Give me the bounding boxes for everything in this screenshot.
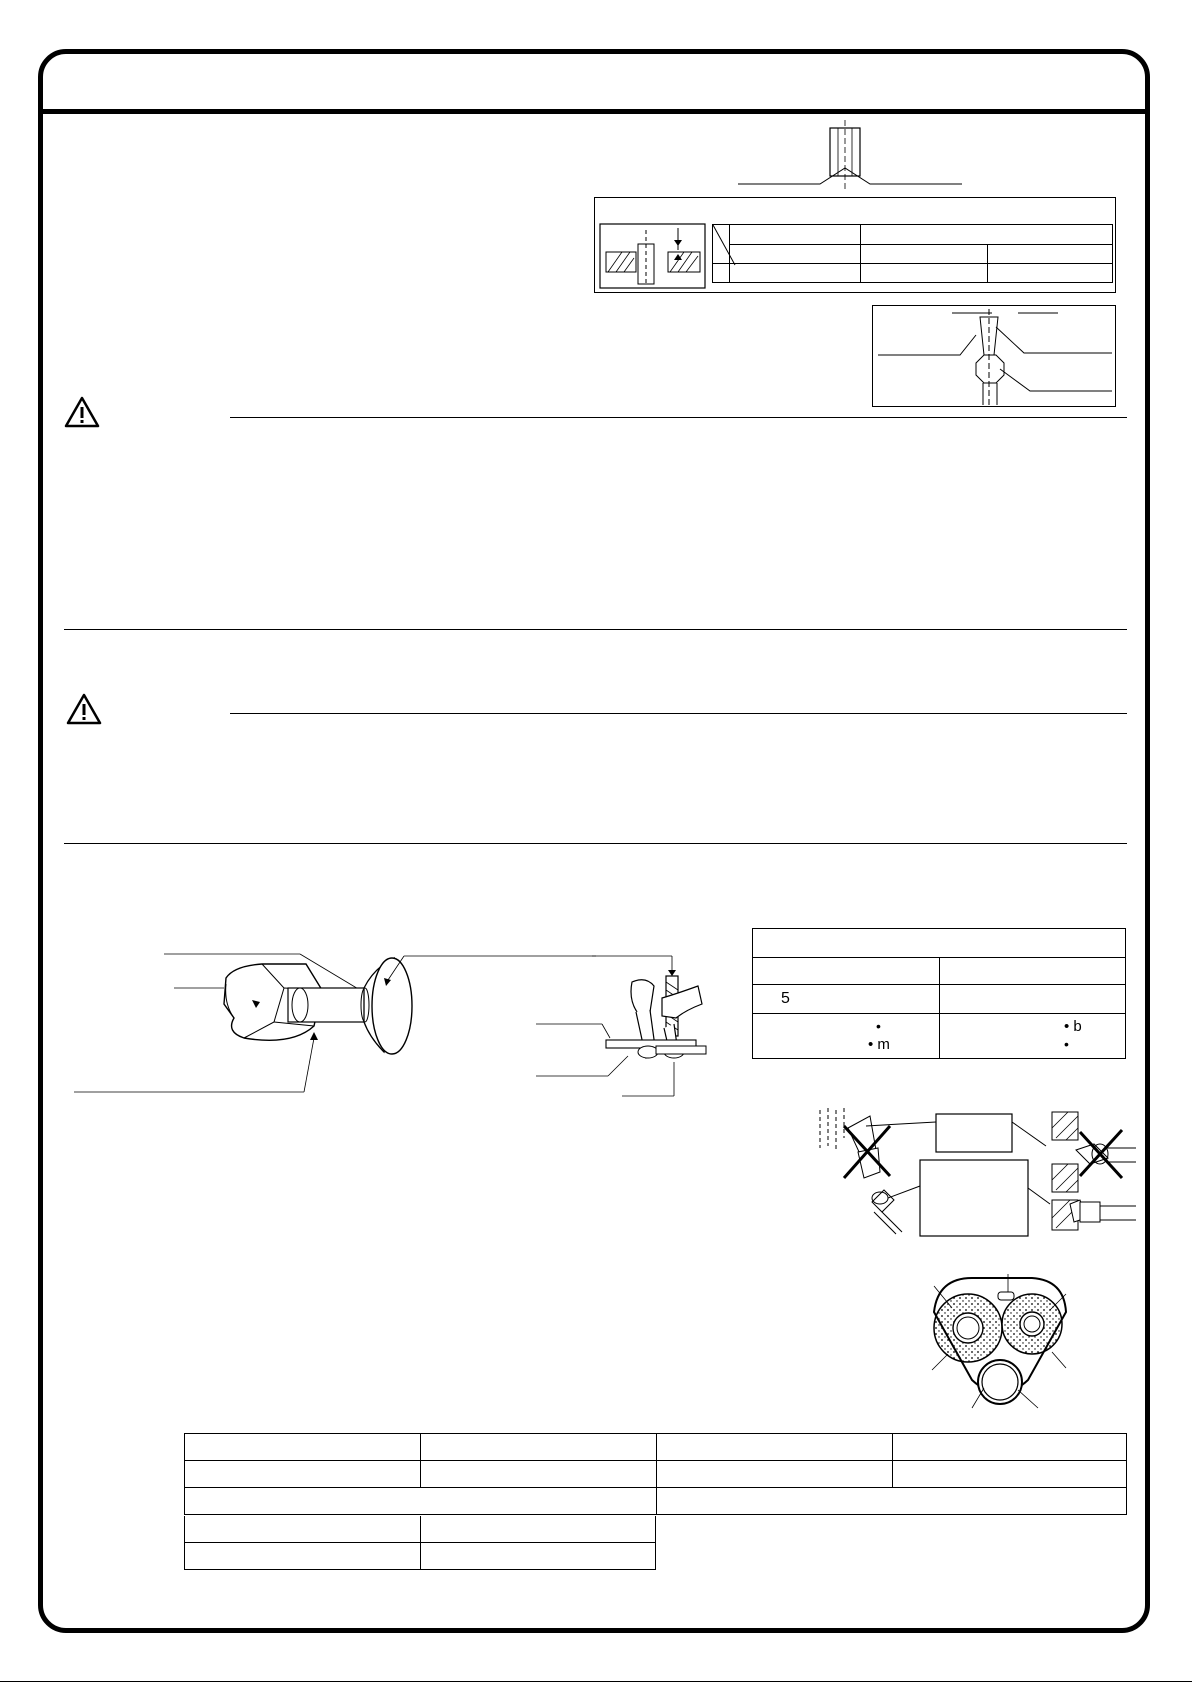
flare-dimension-table: [712, 224, 1113, 283]
header-rule: [38, 109, 1150, 114]
flare-nut-diagram: [872, 305, 1116, 407]
section-divider: [64, 629, 1127, 630]
flare-cross-section-icon: [600, 224, 706, 290]
caution-rule: [230, 713, 1127, 714]
pipe-size-table: [184, 1433, 1127, 1515]
section-divider: [64, 843, 1127, 844]
pipe-size-subtable: [184, 1516, 656, 1570]
torque-table: 5 • • m • b •: [752, 928, 1126, 1059]
caution-rule: [230, 417, 1127, 418]
flare-nut-connection-diagram: [74, 948, 564, 1098]
flare-handling-diagram: [818, 1108, 1136, 1236]
footer-rule: [0, 1681, 1192, 1682]
torque-value-cell: 5: [753, 985, 940, 1014]
torque-wrench-diagram: [536, 950, 706, 1100]
caution-icon: [66, 693, 102, 725]
pipe-insulation-diagram: [928, 1272, 1072, 1412]
flare-pipe-diagram: [738, 120, 968, 195]
caution-icon: [64, 396, 100, 428]
